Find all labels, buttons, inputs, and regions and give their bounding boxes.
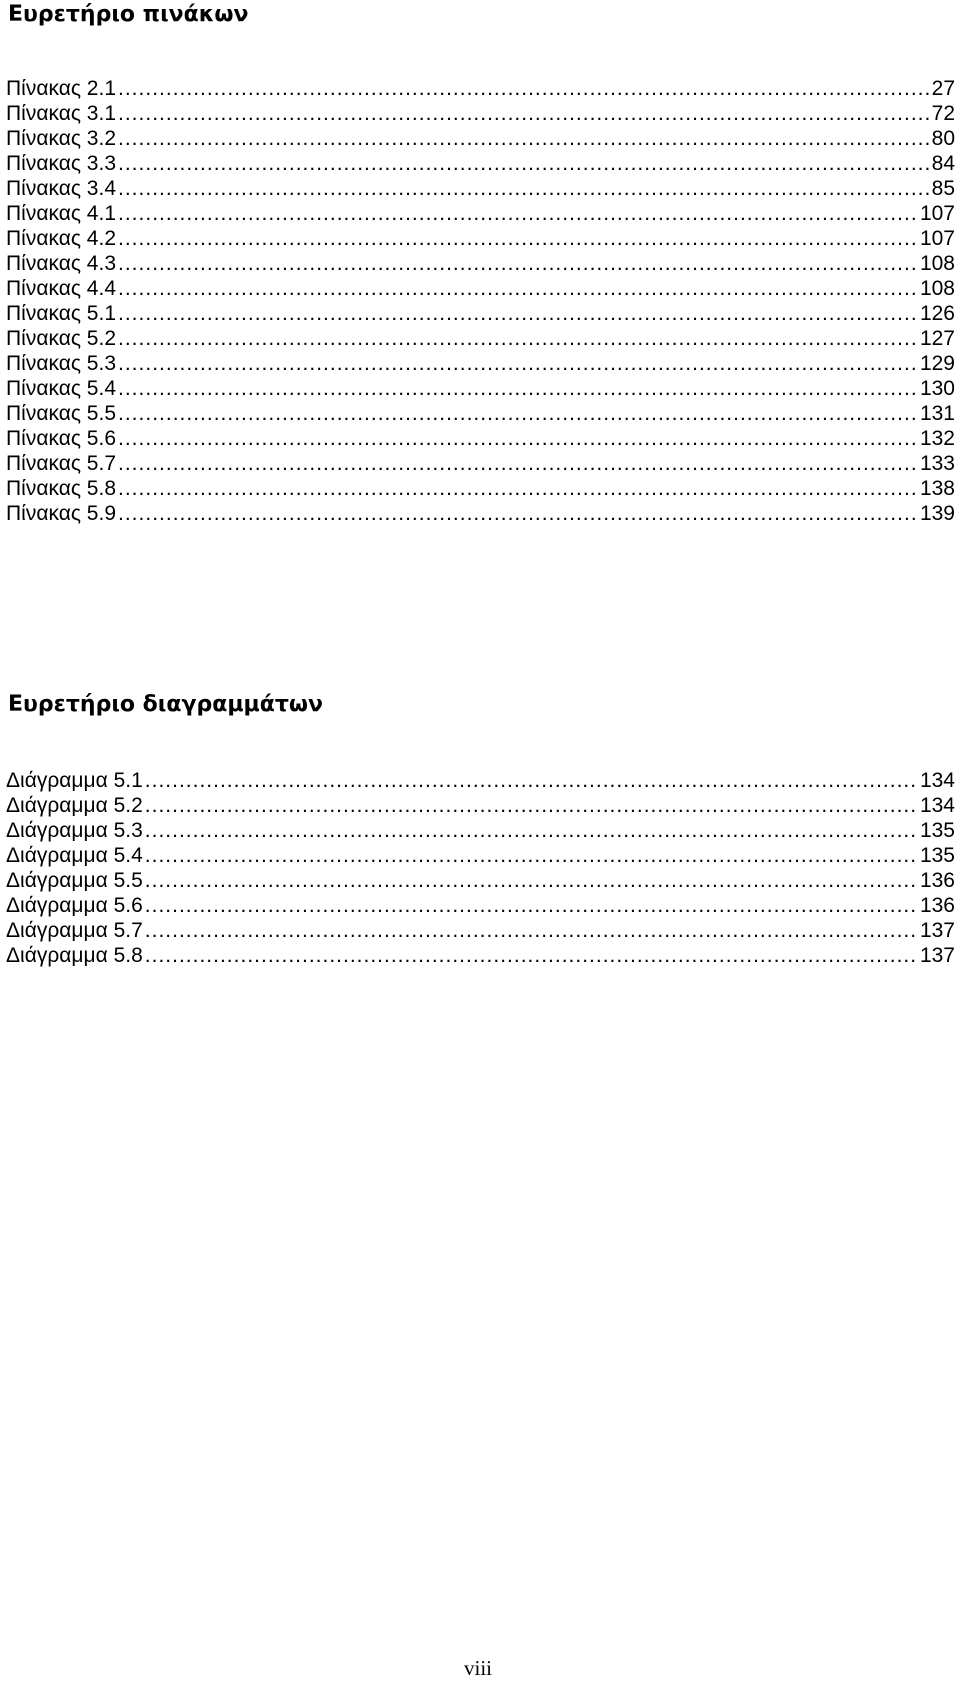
dot-leader: [145, 818, 918, 843]
toc-entry-label: Διάγραμμα 5.1: [6, 769, 143, 792]
dot-leader: [145, 868, 918, 893]
toc-entry[interactable]: [6, 276, 955, 301]
toc-entry-page: 108: [919, 252, 955, 275]
toc-entry-page: 127: [919, 327, 955, 350]
toc-entry[interactable]: [6, 201, 955, 226]
toc-entry-label: Πίνακας 4.3: [6, 252, 117, 275]
toc-entry[interactable]: [6, 101, 955, 126]
toc-entry-label: Διάγραμμα 5.4: [6, 844, 143, 867]
toc-entry[interactable]: [6, 426, 955, 451]
toc-entry-page: 136: [919, 869, 955, 892]
toc-entry-label: Πίνακας 4.2: [6, 227, 117, 250]
dot-leader: [145, 793, 918, 818]
toc-entry[interactable]: [6, 176, 955, 201]
toc-entry-label: Πίνακας 3.1: [6, 102, 117, 125]
dot-leader: [118, 401, 918, 426]
dot-leader: [118, 101, 930, 126]
toc-entry[interactable]: [6, 476, 955, 501]
toc-entry-page: 139: [919, 502, 955, 525]
dot-leader: [118, 76, 930, 101]
dot-leader: [118, 476, 918, 501]
toc-entry[interactable]: [6, 301, 955, 326]
toc-entry-page: 135: [919, 844, 955, 867]
toc-entry-label: Πίνακας 5.8: [6, 477, 117, 500]
toc-entry-label: Διάγραμμα 5.8: [6, 944, 143, 967]
toc-entry-page: 131: [919, 402, 955, 425]
toc-entry[interactable]: [6, 501, 955, 526]
toc-entry[interactable]: [6, 868, 955, 893]
toc-entry-page: 107: [919, 202, 955, 225]
toc-entry[interactable]: [6, 126, 955, 151]
dot-leader: [118, 251, 918, 276]
toc-entry-page: 138: [919, 477, 955, 500]
toc-entry-page: 107: [919, 227, 955, 250]
dot-leader: [118, 301, 918, 326]
toc-entry-page: 80: [931, 127, 955, 150]
toc-entry-label: Πίνακας 4.4: [6, 277, 117, 300]
toc-entry[interactable]: [6, 451, 955, 476]
dot-leader: [118, 451, 918, 476]
toc-entry-page: 135: [919, 819, 955, 842]
toc-entry-page: 137: [919, 919, 955, 942]
dot-leader: [118, 326, 918, 351]
toc-entry[interactable]: [6, 893, 955, 918]
toc-entry-label: Διάγραμμα 5.2: [6, 794, 143, 817]
page-number: viii: [464, 1656, 493, 1680]
toc-entry[interactable]: [6, 943, 955, 968]
toc-entry-label: Πίνακας 5.3: [6, 352, 117, 375]
toc-entry-label: Διάγραμμα 5.5: [6, 869, 143, 892]
toc-entry[interactable]: [6, 793, 955, 818]
toc-entry-label: Πίνακας 5.9: [6, 502, 117, 525]
toc-entry[interactable]: [6, 151, 955, 176]
toc-entry-label: Πίνακας 3.3: [6, 152, 117, 175]
toc-entry-label: Διάγραμμα 5.6: [6, 894, 143, 917]
toc-entry-page: 133: [919, 452, 955, 475]
toc-entry-label: Πίνακας 4.1: [6, 202, 117, 225]
toc-entry-page: 108: [919, 277, 955, 300]
toc-entry-page: 126: [919, 302, 955, 325]
dot-leader: [118, 226, 918, 251]
toc-entry-label: Πίνακας 3.2: [6, 127, 117, 150]
toc-entry-page: 27: [931, 77, 955, 100]
dot-leader: [145, 768, 918, 793]
toc-entry[interactable]: [6, 376, 955, 401]
toc-entry-page: 132: [919, 427, 955, 450]
toc-entry[interactable]: [6, 76, 955, 101]
toc-entry[interactable]: [6, 351, 955, 376]
tables-index-list: [6, 76, 955, 526]
diagrams-index-list: [6, 768, 955, 968]
toc-entry-page: 129: [919, 352, 955, 375]
toc-entry[interactable]: [6, 326, 955, 351]
dot-leader: [118, 126, 930, 151]
dot-leader: [118, 376, 918, 401]
tables-index-title: Ευρετήριο πινάκων: [8, 2, 249, 27]
toc-entry-label: Πίνακας 5.2: [6, 327, 117, 350]
toc-entry-label: Διάγραμμα 5.7: [6, 919, 143, 942]
dot-leader: [118, 151, 930, 176]
dot-leader: [145, 918, 918, 943]
toc-entry-page: 136: [919, 894, 955, 917]
toc-entry[interactable]: [6, 401, 955, 426]
toc-entry[interactable]: [6, 251, 955, 276]
toc-entry[interactable]: [6, 818, 955, 843]
toc-entry-page: 137: [919, 944, 955, 967]
toc-entry-label: Πίνακας 3.4: [6, 177, 117, 200]
toc-entry-page: 134: [919, 794, 955, 817]
toc-entry-page: 72: [931, 102, 955, 125]
dot-leader: [118, 201, 918, 226]
toc-entry[interactable]: [6, 918, 955, 943]
dot-leader: [118, 351, 918, 376]
toc-entry-page: 130: [919, 377, 955, 400]
toc-entry-label: Πίνακας 5.1: [6, 302, 117, 325]
toc-entry-label: Διάγραμμα 5.3: [6, 819, 143, 842]
toc-entry-label: Πίνακας 5.4: [6, 377, 117, 400]
toc-entry-label: Πίνακας 5.6: [6, 427, 117, 450]
dot-leader: [145, 843, 918, 868]
toc-entry-page: 85: [931, 177, 955, 200]
dot-leader: [118, 501, 918, 526]
toc-entry-page: 84: [931, 152, 955, 175]
toc-entry-label: Πίνακας 5.7: [6, 452, 117, 475]
dot-leader: [118, 176, 930, 201]
toc-entry-label: Πίνακας 2.1: [6, 77, 117, 100]
dot-leader: [118, 426, 918, 451]
toc-entry-label: Πίνακας 5.5: [6, 402, 117, 425]
toc-entry[interactable]: [6, 843, 955, 868]
dot-leader: [118, 276, 918, 301]
dot-leader: [145, 943, 918, 968]
diagrams-index-title: Ευρετήριο διαγραμμάτων: [8, 692, 323, 717]
toc-entry[interactable]: [6, 226, 955, 251]
toc-entry-page: 134: [919, 769, 955, 792]
toc-entry[interactable]: [6, 768, 955, 793]
dot-leader: [145, 893, 918, 918]
